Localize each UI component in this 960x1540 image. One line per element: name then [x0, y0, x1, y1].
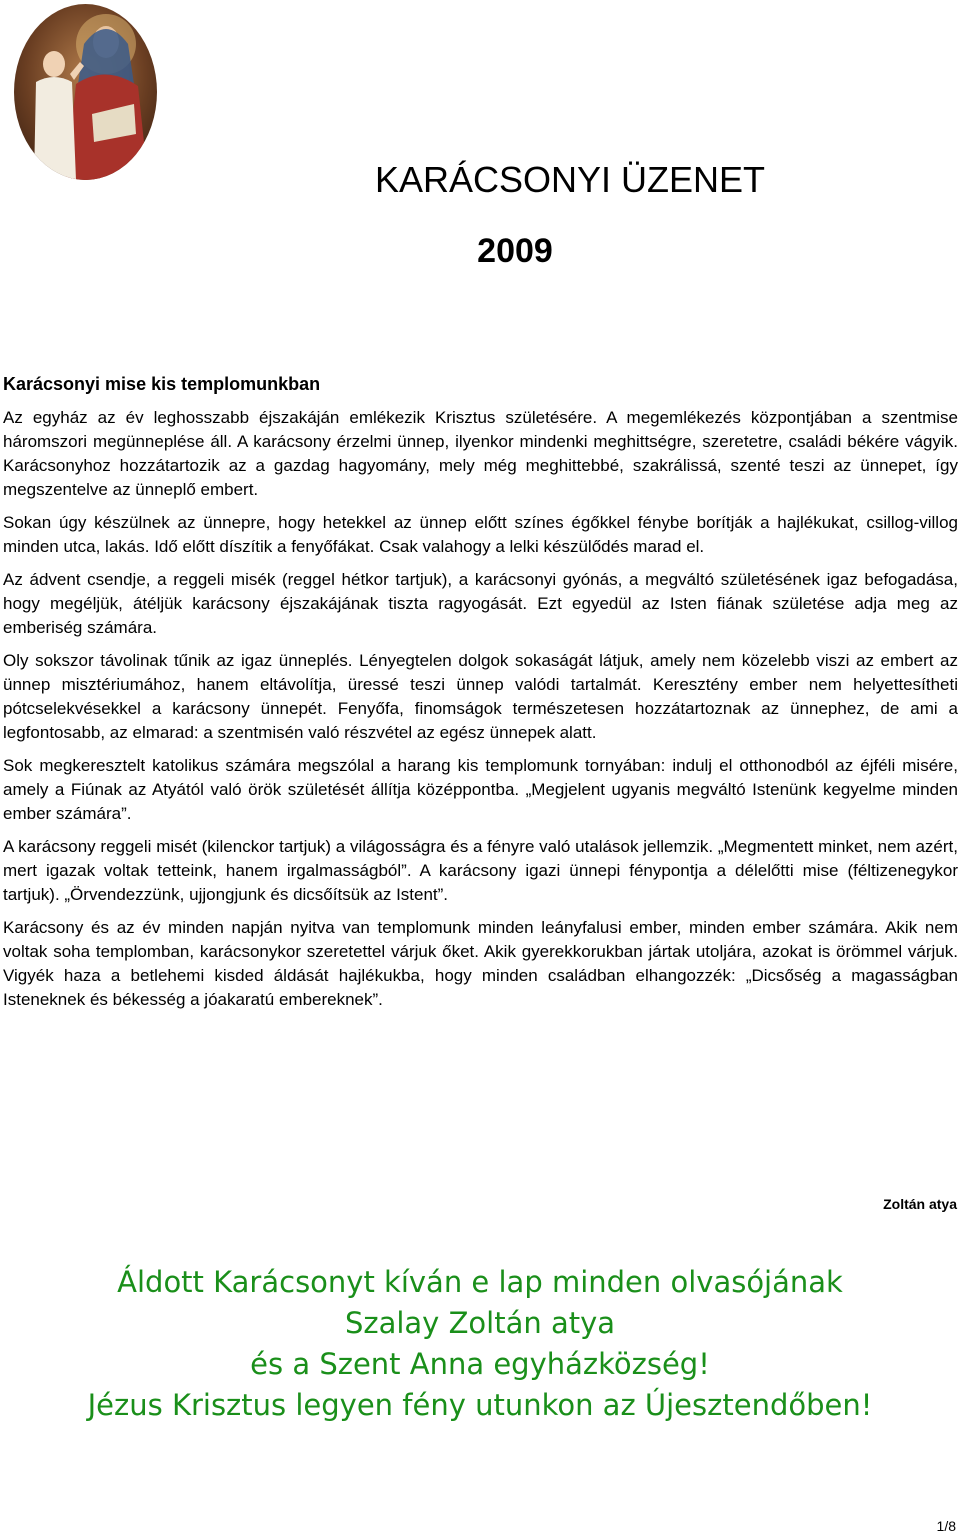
paragraph: Sokan úgy készülnek az ünnepre, hogy hetekkel az ünnep előtt színes égőkkel fénybe borítják a hajlékukat, csillog-villog minden utca, lakás. Idő előtt díszítik a fenyőfákat. Csak valahogy a lelki készülődés marad el.: [3, 513, 958, 556]
christmas-greeting: [0, 1262, 960, 1426]
document-title: KARÁCSONYI ÜZENET: [374, 159, 766, 200]
paragraph: Az ádvent csendje, a reggeli misék (reggel hétkor tartjuk), a karácsonyi gyónás, a megváltó születésének igaz befogadása, hogy megéljük, átéljük karácsony éjszakájának tiszta ragyogását. Ezt egyedül az Isten fiának születése adja meg az emberiség számára.: [3, 570, 958, 637]
greeting-line: Áldott Karácsonyt kíván e lap minden olvasójának: [117, 1265, 843, 1299]
paragraph: Oly sokszor távolinak tűnik az igaz ünneplés. Lényegtelen dolgok sokaságát látjuk, amely nem közelebb viszi az embert az ünnep misztériumához, hanem eltávolítja, üressé teszi ünnep valódi tartalmát. Keresztény ember nem helyettesítheti pótcselekvésekkel a karácsony ünnepét. Fenyőfa, finomságok természetesen hozzátartoznak az ünnephez, de ami a legfontosabb, az elmarad: a szentmisén való részvétel az egész ünnepek alatt.: [3, 651, 958, 742]
greeting-line: Jézus Krisztus legyen fény utunkon az Újesztendőben!: [87, 1388, 873, 1422]
paragraph: A karácsony reggeli misét (kilenckor tartjuk) a világosságra és a fényre való utalások jellemzik. „Megmentett minket, nem azért, mert igazak voltak tetteink, hanem irgalmasságból”. A karácsony igazi ünnepi fénypontja a délelőtti mise (féltizenegykor tartjuk). „Örvendezzünk, ujjongjunk és dicsőítsük az Istent”.: [3, 837, 958, 904]
article: [3, 372, 958, 1021]
paragraph: Karácsony és az év minden napján nyitva van templomunk minden leányfalusi ember, minden ember számára. Akik nem voltak soha templomban, karácsonykor szeretettel várjuk őket. Akik gyerekkorukban jártak utoljára, azokat is örömmel várjuk. Vigyék haza a betlehemi kisded áldását hajlékukba, hogy minden családban elhangozzék: „Dicsőség a magasságban Isteneknek és békesség a jóakaratú embereknek”.: [3, 918, 958, 1009]
paragraph: Sok megkeresztelt katolikus számára megszólal a harang kis templomunk tornyában: indulj el otthonodból az éjféli misére, amely a Fiúnak az Atyától való örök születését állítja középpontba. „Megjelent ugyanis megváltó Istenünk kegyelme minden ember számára”.: [3, 756, 958, 823]
paragraph: Az egyház az év leghosszabb éjszakáján emlékezik Krisztus születésére. A megemlékezés központjában a szentmise háromszori megünneplése áll. A karácsony érzelmi ünnep, ilyenkor mindenki meghittségre, szeretetre, családi békére vágyik. Karácsonyhoz hozzátartozik az a gazdag hagyomány, mely még meghittebbé, szakrálissá, szenté teszi az ünnepet, így megszentelve az ünneplő embert.: [3, 408, 958, 499]
signature: Zoltán atya: [883, 1196, 957, 1212]
page-number: 1/8: [936, 1518, 956, 1534]
section-title: Karácsonyi mise kis templomunkban: [3, 374, 321, 394]
document-year: 2009: [477, 232, 553, 270]
greeting-line: Szalay Zoltán atya: [344, 1306, 616, 1340]
holy-picture: [14, 4, 157, 180]
greeting-line: és a Szent Anna egyházközség!: [250, 1347, 710, 1381]
